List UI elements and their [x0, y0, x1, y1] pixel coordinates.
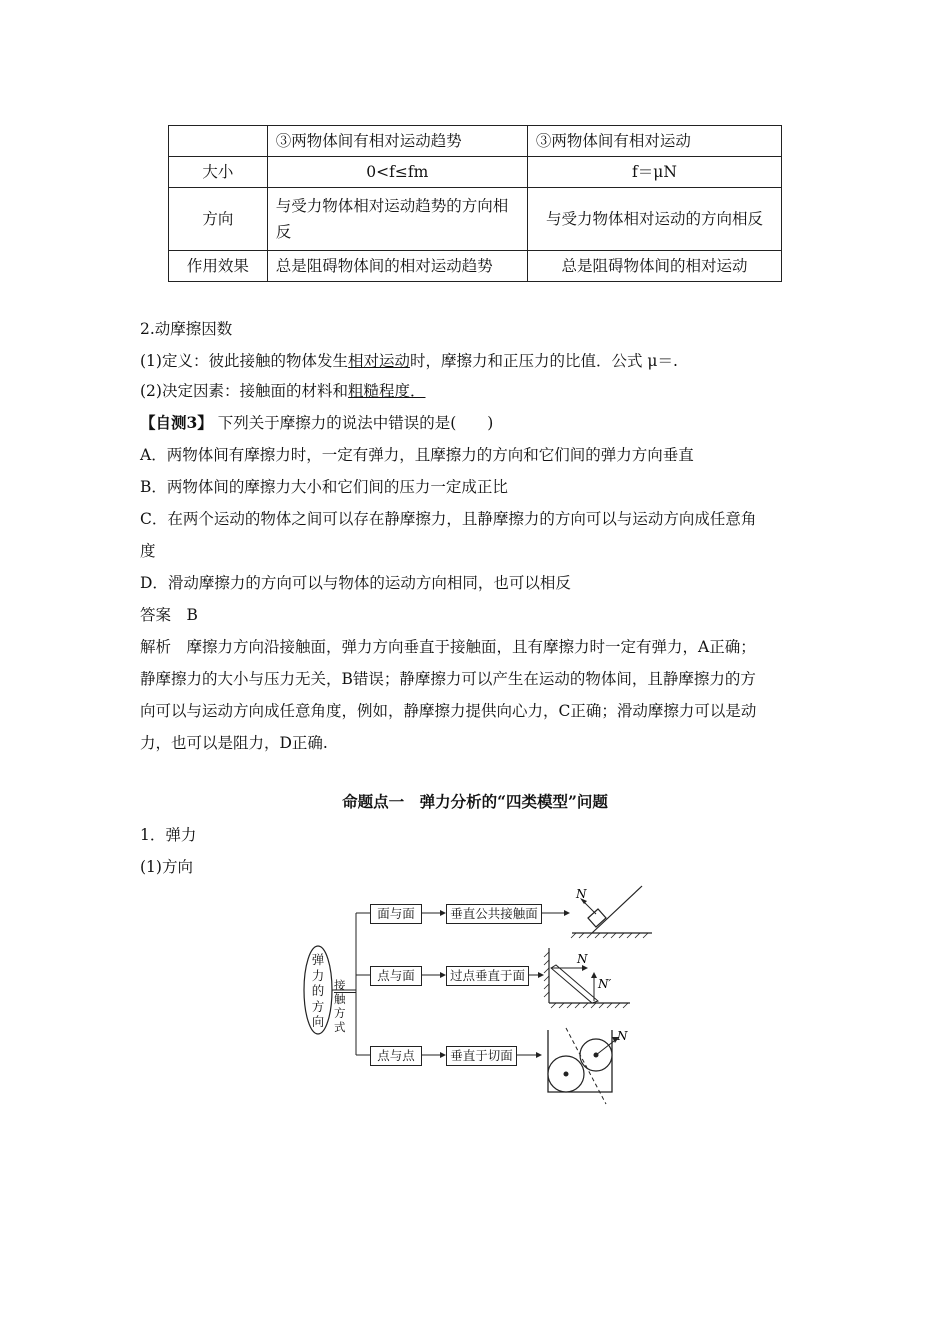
wall-figure: [544, 948, 630, 1008]
table-cell: f＝μN: [527, 157, 781, 188]
force-label: N: [577, 952, 588, 966]
balls-figure: [548, 1028, 628, 1104]
answer: 答案 B: [140, 606, 198, 624]
case-result-box: 垂直于切面: [446, 1046, 517, 1066]
table-cell: 与受力物体相对运动的方向相反: [527, 188, 781, 251]
table-cell: 总是阻碍物体间的相对运动趋势: [267, 251, 527, 282]
case-type-box: 点与面: [370, 966, 422, 986]
force-label: N: [617, 1029, 628, 1043]
analysis-line: 向可以与运动方向成任意角度，例如，静摩擦力提供向心力，C正确；滑动摩擦力可以是动: [140, 702, 757, 720]
table-cell: 0<f≤fm: [267, 157, 527, 188]
text-underlined: 相对运动: [347, 352, 410, 370]
table-cell: 大小: [169, 157, 268, 188]
section-heading: 命题点一 弹力分析的“四类模型”问题: [342, 792, 608, 811]
incline-figure: [571, 886, 652, 938]
table-cell: 总是阻碍物体间的相对运动: [527, 251, 781, 282]
analysis-line: 解析 摩擦力方向沿接触面，弹力方向垂直于接触面，且有摩擦力时一定有弹力，A正确；: [140, 638, 756, 656]
text-underlined: 粗糙程度．: [347, 382, 426, 400]
table-cell: 作用效果: [169, 251, 268, 282]
option-b: B．两物体间的摩擦力大小和它们间的压力一定成正比: [140, 478, 508, 496]
arrow-head: [536, 1052, 542, 1058]
elastic-title: 1．弹力: [140, 826, 197, 844]
text: (1)定义：彼此接触的物体发生: [140, 352, 348, 370]
branch-label: 接触方式: [334, 978, 346, 1034]
arrow-head: [538, 972, 544, 978]
arrow-head: [564, 910, 570, 916]
case-result-box: 过点垂直于面: [446, 966, 529, 986]
static-cond: ③两物体间有相对运动趋势: [275, 132, 462, 150]
text: 下列关于摩擦力的说法中错误的是( ): [217, 414, 494, 432]
table-cell: 方向: [169, 188, 268, 251]
text: (2)决定因素：接触面的材料和: [140, 382, 348, 400]
analysis-line: 静摩擦力的大小与压力无关，B错误；静摩擦力可以产生在运动的物体间，且静摩擦力的方: [140, 670, 756, 688]
force-label: N′: [598, 977, 612, 991]
option-a: A．两物体间有摩擦力时，一定有弹力，且摩擦力的方向和它们间的弹力方向垂直: [140, 446, 694, 464]
quiz-tag: 【自测3】: [140, 413, 213, 432]
table-cell: 与受力物体相对运动趋势的方向相反: [267, 188, 527, 251]
option-d: D．滑动摩擦力的方向可以与物体的运动方向相同，也可以相反: [140, 574, 571, 592]
branch-underline: [334, 992, 356, 993]
force-label: N: [576, 887, 587, 901]
case-type-box: 点与点: [370, 1046, 422, 1066]
root-label: 弹力的方向: [311, 952, 325, 1029]
analysis-line: 力，也可以是阻力，D正确.: [140, 734, 328, 752]
sliding-cond: ③两物体间有相对运动: [535, 132, 691, 150]
elastic-subtitle: (1)方向: [140, 858, 193, 876]
text: 时，摩擦力和正压力的比值．公式 μ＝.: [409, 352, 678, 370]
case-result-box: 垂直公共接触面: [446, 904, 542, 924]
section-title: 2.动摩擦因数: [140, 320, 233, 338]
option-c: C．在两个运动的物体之间可以存在静摩擦力，且静摩擦力的方向可以与运动方向成任意角: [140, 510, 757, 528]
case-type-box: 面与面: [370, 904, 422, 924]
option-c-cont: 度: [140, 542, 156, 560]
